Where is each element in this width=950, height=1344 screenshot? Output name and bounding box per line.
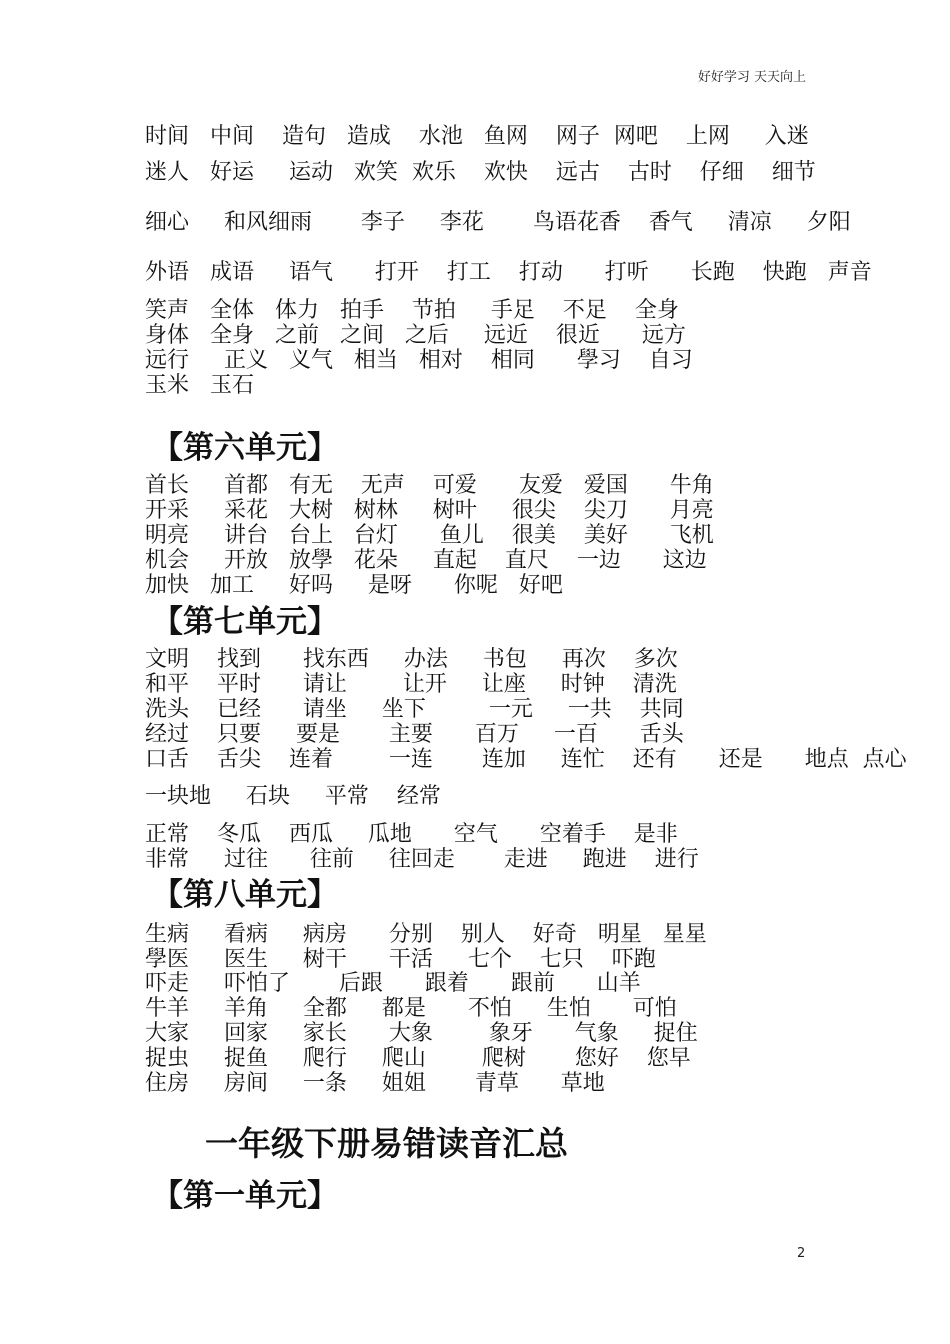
unit-6-heading: 【第六单元】 — [152, 430, 338, 466]
unit-8-heading: 【第八单元】 — [152, 877, 338, 913]
word-line: 外语 成语 语气 打开 打工 打动 打听 长跑 快跑 声音 — [145, 260, 872, 285]
word-line: 正常 冬瓜 西瓜 瓜地 空气 空着手 是非 — [145, 822, 678, 847]
word-line: 机会 开放 放學 花朵 直起 直尺 一边 这边 — [145, 548, 707, 573]
word-line: 住房 房间 一条 姐姐 青草 草地 — [145, 1071, 605, 1096]
word-line: 身体 全身 之前 之间 之后 远近 很近 远方 — [145, 323, 686, 348]
word-line: 细心 和风细雨 李子 李花 鸟语花香 香气 清凉 夕阳 — [145, 210, 851, 235]
word-line: 时间 中间 造句 造成 水池 鱼网 网子 网吧 上网 入迷 — [145, 124, 809, 149]
word-line: 笑声 全体 体力 拍手 节拍 手足 不足 全身 — [145, 298, 679, 323]
word-line: 远行 正义 义气 相当 相对 相同 學习 自习 — [145, 348, 693, 373]
word-line: 吓走 吓怕了 后跟 跟着 跟前 山羊 — [145, 971, 641, 996]
word-line: 口舌 舌尖 连着 一连 连加 连忙 还有 还是 地点 点心 — [145, 747, 907, 772]
word-line: 大家 回家 家长 大象 象牙 气象 捉住 — [145, 1021, 698, 1046]
word-line: 牛羊 羊角 全都 都是 不怕 生怕 可怕 — [145, 996, 677, 1021]
unit-1-heading: 【第一单元】 — [152, 1178, 338, 1214]
word-line: 明亮 讲台 台上 台灯 鱼儿 很美 美好 飞机 — [145, 523, 714, 548]
page-header: 好好学习 天天向上 — [697, 70, 806, 85]
word-line: 洗头 已经 请坐 坐下 一元 一共 共同 — [145, 697, 684, 722]
word-line: 玉米 玉石 — [145, 373, 254, 398]
word-line: 首长 首都 有无 无声 可爱 友爱 爱国 牛角 — [145, 473, 714, 498]
word-line: 迷人 好运 运动 欢笑 欢乐 欢快 远古 古时 仔细 细节 — [145, 160, 816, 185]
unit-7-heading: 【第七单元】 — [152, 604, 338, 640]
word-line: 捉虫 捉鱼 爬行 爬山 爬树 您好 您早 — [145, 1046, 691, 1071]
word-line: 生病 看病 病房 分别 别人 好奇 明星 星星 — [145, 922, 707, 947]
word-line: 文明 找到 找东西 办法 书包 再次 多次 — [145, 647, 678, 672]
word-line: 學医 医生 树干 干活 七个 七只 吓跑 — [145, 947, 656, 972]
page-number: 2 — [797, 1246, 806, 1261]
word-line: 经过 只要 要是 主要 百万 一百 舌头 — [145, 722, 684, 747]
word-line: 和平 平时 请让 让开 让座 时钟 清洗 — [145, 672, 677, 697]
word-line: 非常 过往 往前 往回走 走进 跑进 进行 — [145, 847, 699, 872]
word-line: 加快 加工 好吗 是呀 你呢 好吧 — [145, 573, 563, 598]
word-line: 一块地 石块 平常 经常 — [145, 784, 441, 809]
summary-title: 一年级下册易错读音汇总 — [205, 1124, 568, 1163]
word-line: 开采 采花 大树 树林 树叶 很尖 尖刀 月亮 — [145, 498, 714, 523]
